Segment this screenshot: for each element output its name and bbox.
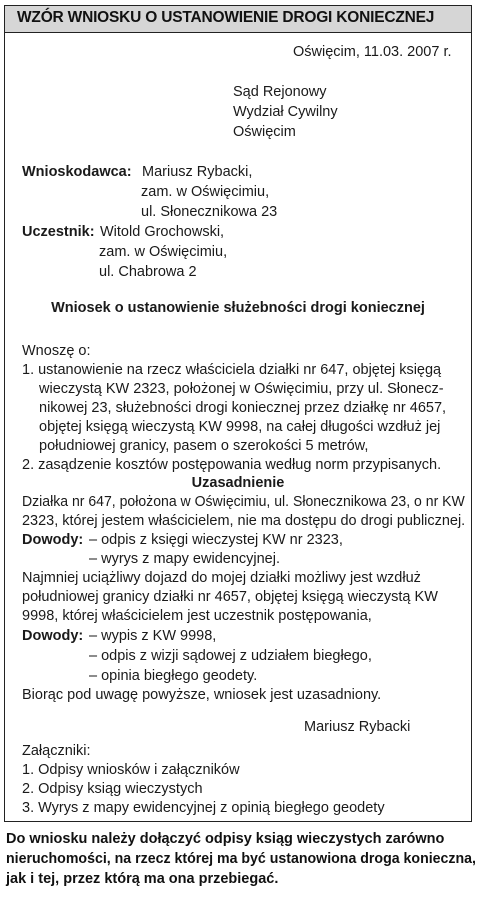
place-date: Oświęcim, 11.03. 2007 r. bbox=[293, 44, 452, 60]
document-title: Wniosek o ustanowienie służebności drogi koniecznej bbox=[51, 300, 425, 316]
evidence-label: Dowody: bbox=[22, 532, 84, 548]
court-line-2: Wydział Cywilny bbox=[233, 104, 338, 120]
footer-note-line: Do wniosku należy dołączyć odpisy ksiąg wieczystych zarówno bbox=[6, 831, 445, 847]
request-intro: Wnoszę o: bbox=[22, 343, 91, 359]
document-header-title: WZÓR WNIOSKU O USTANOWIENIE DROGI KONIECZNEJ bbox=[17, 9, 435, 26]
conclusion: Biorąc pod uwagę powyższe, wniosek jest uzasadniony. bbox=[22, 687, 382, 703]
request-item-line: nikowej 23, służebności drogi koniecznej przez działkę nr 4657, bbox=[39, 400, 447, 416]
signature: Mariusz Rybacki bbox=[304, 719, 411, 735]
participant-label: Uczestnik: bbox=[22, 224, 95, 240]
attachments-label: Załączniki: bbox=[22, 743, 91, 759]
attachment-item: 1. Odpisy wniosków i załączników bbox=[22, 762, 240, 778]
participant-name: Witold Grochowski, bbox=[100, 224, 225, 240]
participant-address-2: ul. Chabrowa 2 bbox=[99, 264, 197, 280]
applicant-name: Mariusz Rybacki, bbox=[142, 164, 253, 180]
request-item-line: objętej księgą wieczystą KW 9998, na całej długości wzdłuż jej bbox=[39, 419, 441, 435]
justification-line: południowej granicy działki nr 4657, objętej księgą wieczystą KW bbox=[22, 589, 438, 605]
request-item-line: południowej granicy, pasem o szerokości 5 metrów, bbox=[39, 438, 369, 454]
attachment-item: 3. Wyrys z mapy ewidencyjnej z opinią biegłego geodety bbox=[22, 800, 385, 816]
participant-address-1: zam. w Oświęcimiu, bbox=[99, 244, 228, 260]
justification-title: Uzasadnienie bbox=[191, 475, 285, 491]
applicant-address-2: ul. Słonecznikowa 23 bbox=[141, 204, 278, 220]
evidence-item: – odpis z księgi wieczystej KW nr 2323, bbox=[89, 532, 343, 548]
footer-note-line: nieruchomości, na rzecz której ma być ustanowiona droga konieczna, bbox=[6, 851, 476, 867]
applicant-address-1: zam. w Oświęcimiu, bbox=[141, 184, 270, 200]
justification-line: Działka nr 647, położona w Oświęcimiu, ul. Słonecznikowa 23, o nr KW bbox=[22, 494, 465, 510]
court-line-3: Oświęcim bbox=[233, 124, 296, 140]
justification-line: Najmniej uciążliwy dojazd do mojej działki możliwy jest wzdłuż bbox=[22, 570, 421, 586]
evidence-item: – wypis z KW 9998, bbox=[89, 628, 217, 644]
applicant-label: Wnioskodawca: bbox=[22, 164, 132, 180]
evidence-item: – wyrys z mapy ewidencyjnej. bbox=[89, 551, 280, 567]
request-item-line: 1. ustanowienie na rzecz właściciela działki nr 647, objętej księgą bbox=[22, 362, 442, 378]
document-header bbox=[5, 6, 471, 33]
evidence-item: – opinia biegłego geodety. bbox=[89, 668, 258, 684]
request-item-line: wieczystą KW 2323, położonej w Oświęcimiu, przy ul. Słonecz- bbox=[39, 381, 444, 397]
attachment-item: 2. Odpisy ksiąg wieczystych bbox=[22, 781, 203, 797]
evidence-item: – odpis z wizji sądowej z udziałem biegłego, bbox=[89, 648, 372, 664]
footer-note-line: jak i tej, przez którą ma ona przebiegać. bbox=[6, 871, 279, 887]
court-line-1: Sąd Rejonowy bbox=[233, 84, 327, 100]
justification-line: 9998, której właścicielem jest uczestnik postępowania, bbox=[22, 608, 372, 624]
request-item-line: 2. zasądzenie kosztów postępowania według norm przypisanych. bbox=[22, 457, 442, 473]
justification-line: 2323, której jestem właścicielem, nie ma dostępu do drogi publicznej. bbox=[22, 513, 466, 529]
document-frame bbox=[4, 5, 472, 822]
evidence-label: Dowody: bbox=[22, 628, 84, 644]
